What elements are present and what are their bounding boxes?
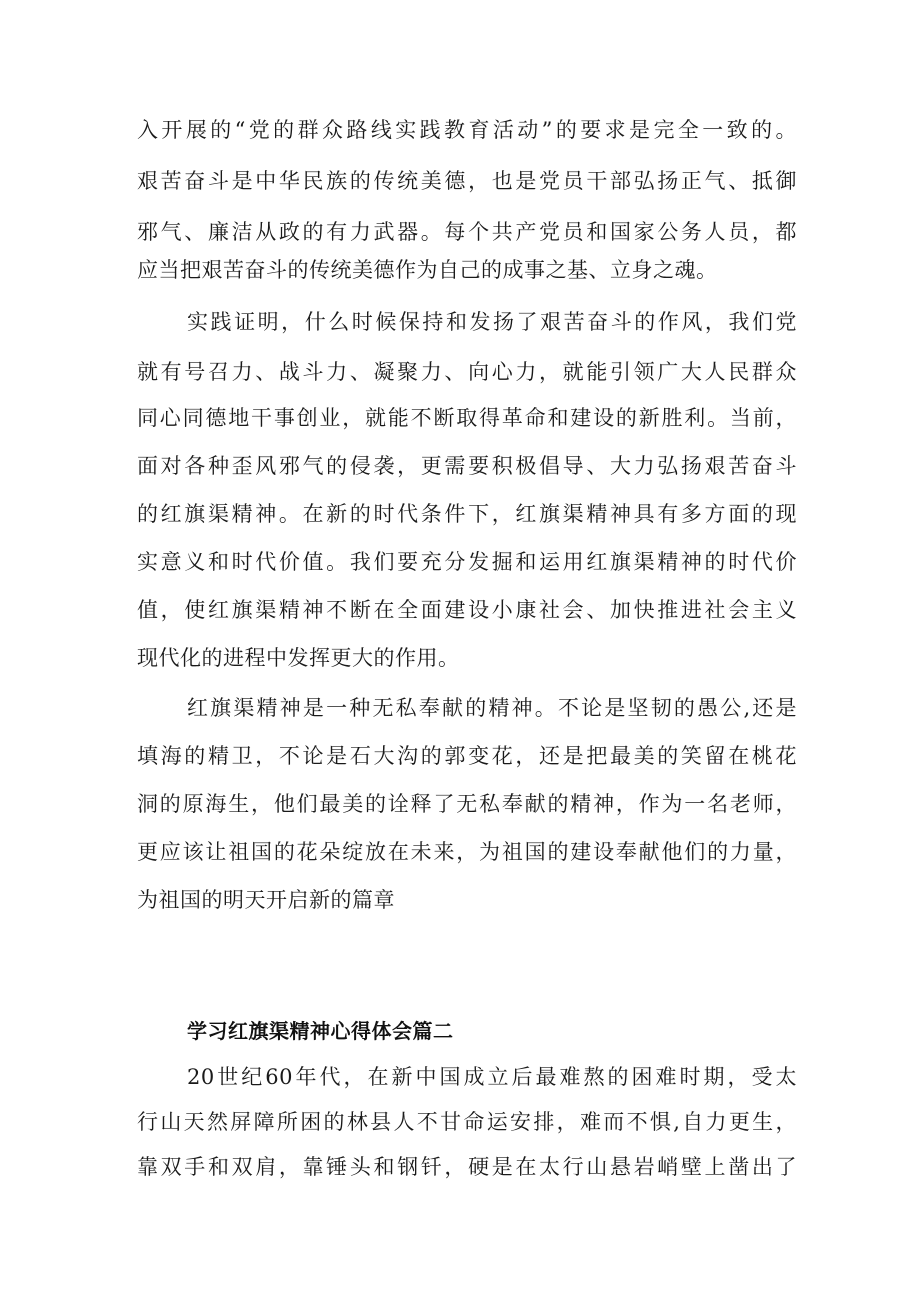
paragraph-2-line-7: 值，使红旗渠精神不断在全面建设小康社会、加快推进社会主义 <box>137 598 797 622</box>
paragraph-1-line-3: 邪气、廉洁从政的有力武器。每个共产党员和国家公务人员，都 <box>137 220 797 244</box>
paragraph-3-line-5: 为祖国的明天开启新的篇章 <box>137 888 395 912</box>
paragraph-2-line-3: 同心同德地干事创业，就能不断取得革命和建设的新胜利。当前， <box>137 406 797 430</box>
paragraph-1-line-4: 应当把艰苦奋斗的传统美德作为自己的成事之基、立身之魂。 <box>137 258 718 282</box>
paragraph-3-line-4: 更应该让祖国的花朵绽放在未来，为祖国的建设奉献他们的力量， <box>137 840 797 864</box>
paragraph-3-line-3: 洞的原海生，他们最美的诠释了无私奉献的精神，作为一名老师， <box>137 792 797 816</box>
paragraph-2-line-2: 就有号召力、战斗力、凝聚力、向心力，就能引领广大人民群众 <box>137 360 797 384</box>
paragraph-2-line-4: 面对各种歪风邪气的侵袭，更需要积极倡导、大力弘扬艰苦奋斗 <box>137 454 797 478</box>
paragraph-2-line-5: 的红旗渠精神。在新的时代条件下，红旗渠精神具有多方面的现 <box>137 502 797 526</box>
paragraph-1-line-2: 艰苦奋斗是中华民族的传统美德，也是党员干部弘扬正气、抵御 <box>137 169 797 193</box>
section-heading: 学习红旗渠精神心得体会篇二 <box>187 1019 454 1043</box>
paragraph-4-line-3: 靠双手和双肩，靠锤头和钢钎，硬是在太行山悬岩峭壁上凿出了 <box>137 1155 797 1179</box>
paragraph-4-line-1: 20世纪60年代，在新中国成立后最难熬的困难时期，受太 <box>187 1065 797 1089</box>
paragraph-1-line-1: 入开展的“党的群众路线实践教育活动”的要求是完全一致的。 <box>137 118 797 142</box>
paragraph-2-line-1: 实践证明，什么时候保持和发扬了艰苦奋斗的作风，我们党 <box>187 310 797 334</box>
paragraph-4-line-2: 行山天然屏障所困的林县人不甘命运安排，难而不惧,自力更生， <box>137 1110 797 1134</box>
paragraph-3-line-1: 红旗渠精神是一种无私奉献的精神。不论是坚韧的愚公,还是 <box>187 696 797 720</box>
paragraph-2-line-6: 实意义和时代价值。我们要充分发掘和运用红旗渠精神的时代价 <box>137 550 797 574</box>
paragraph-2-line-8: 现代化的进程中发挥更大的作用。 <box>137 646 460 670</box>
paragraph-3-line-2: 填海的精卫，不论是石大沟的郭变花，还是把最美的笑留在桃花 <box>137 744 797 768</box>
